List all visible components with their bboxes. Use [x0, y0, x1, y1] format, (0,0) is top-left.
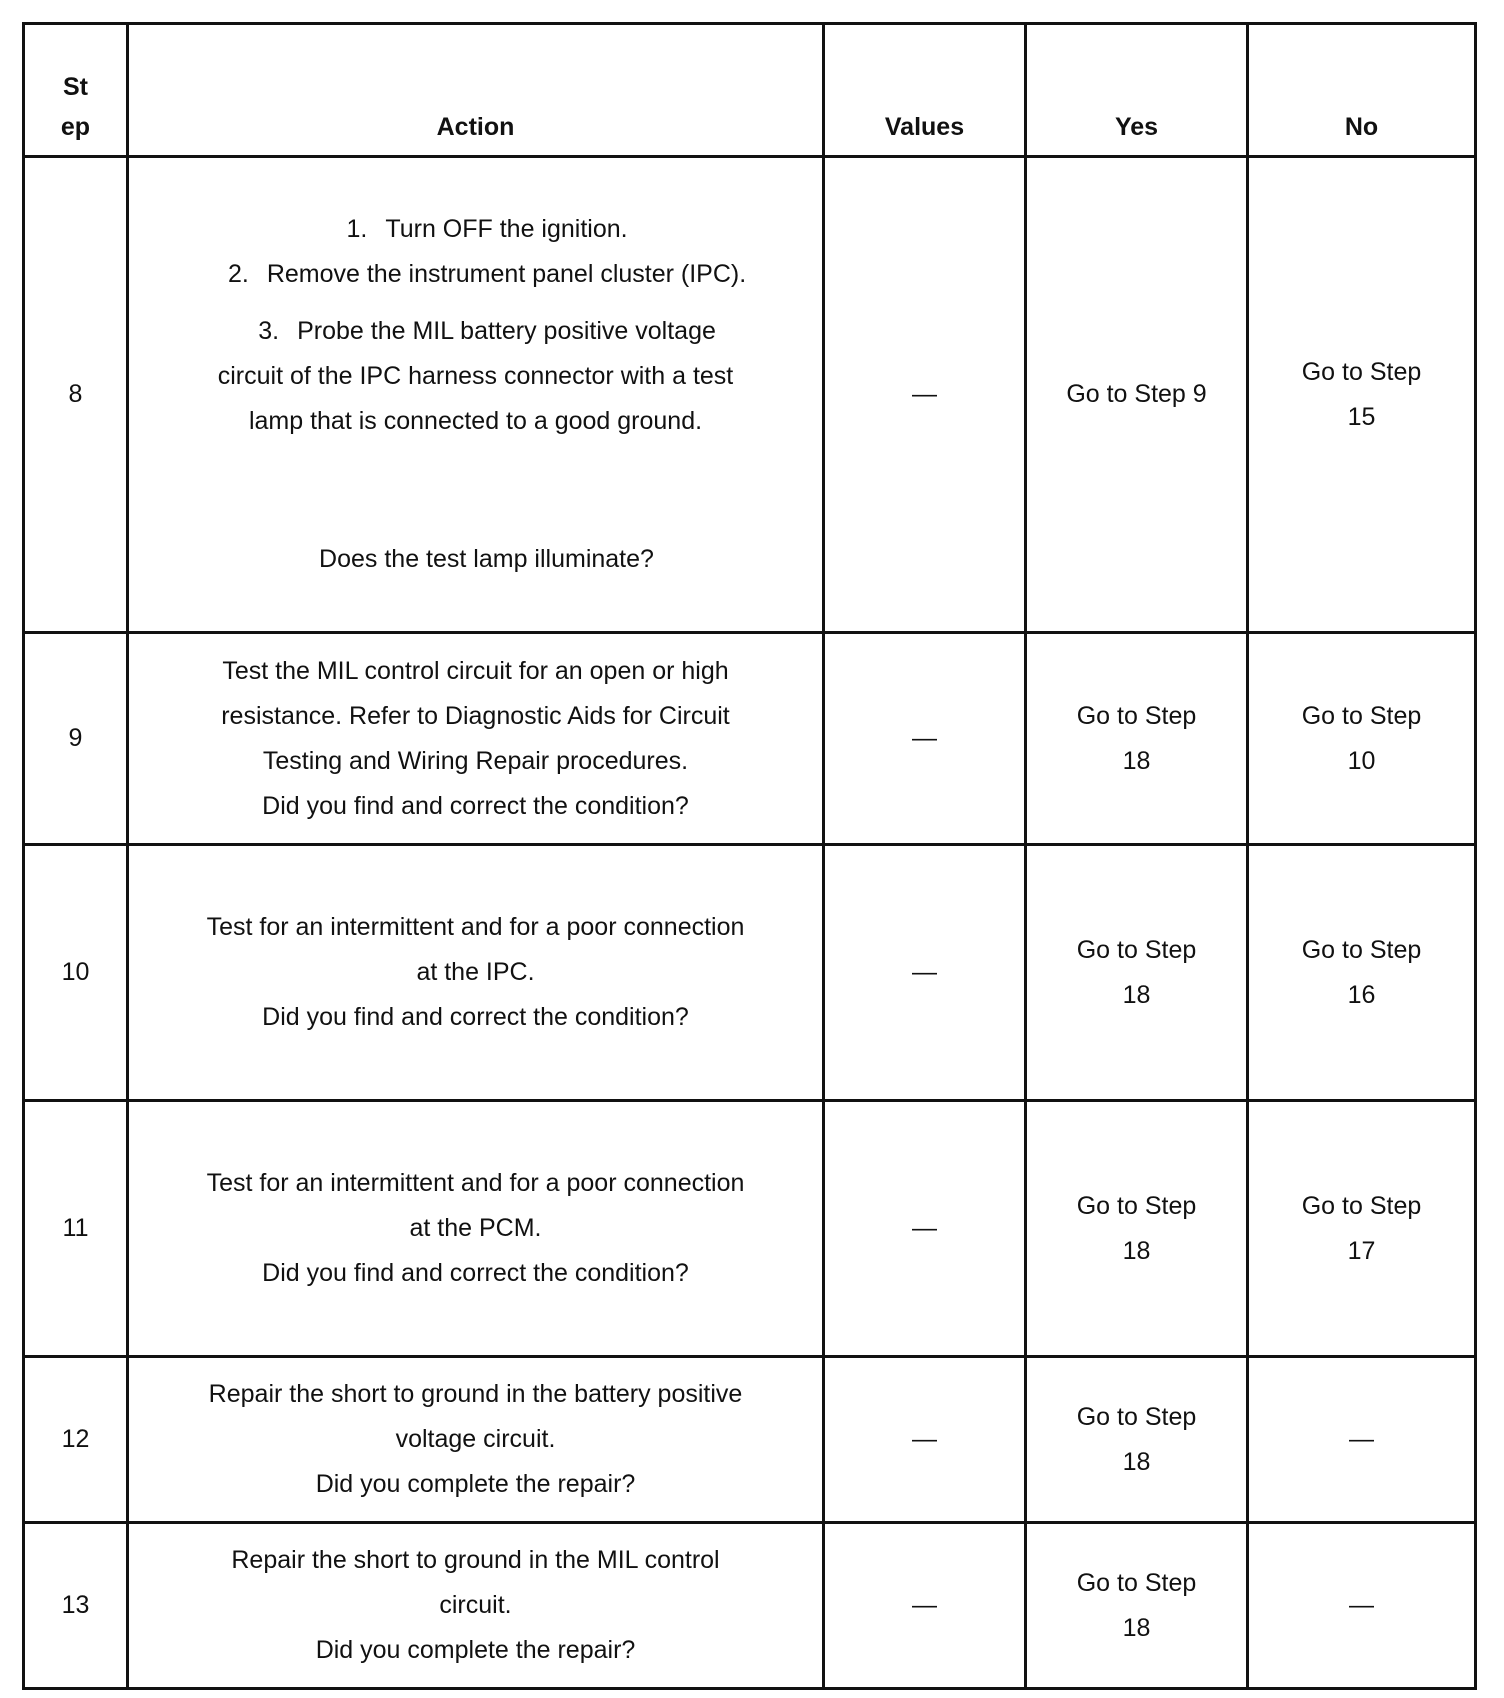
values-cell: —	[824, 1101, 1026, 1357]
table-row	[24, 845, 1476, 1101]
values-cell: —	[824, 633, 1026, 845]
no-cell: —	[1248, 1357, 1476, 1523]
step-number: 11	[24, 1101, 128, 1357]
diagnostic-table-container	[22, 22, 1477, 1690]
table-row	[24, 1357, 1476, 1523]
step-number: 13	[24, 1523, 128, 1689]
action-cell: Repair the short to ground in the battery positive voltage circuit. Did you complete the repair?	[128, 1357, 824, 1523]
no-cell: Go to Step 10	[1248, 633, 1476, 845]
values-cell: —	[824, 157, 1026, 633]
header-step: St ep	[24, 24, 128, 157]
yes-cell: Go to Step 9	[1026, 157, 1248, 633]
action-question: Does the test lamp illuminate?	[319, 545, 654, 573]
action-cell: Test the MIL control circuit for an open or high resistance. Refer to Diagnostic Aids for Circuit Testing and Wiring Repair procedures. Did you find and correct the condition?	[128, 633, 824, 845]
table-row	[24, 1101, 1476, 1357]
yes-cell: Go to Step 18	[1026, 1357, 1248, 1523]
values-cell: —	[824, 1357, 1026, 1523]
table-row	[24, 633, 1476, 845]
step-number: 10	[24, 845, 128, 1101]
values-cell: —	[824, 1523, 1026, 1689]
header-values: Values	[824, 24, 1026, 157]
values-cell: —	[824, 845, 1026, 1101]
step-number: 9	[24, 633, 128, 845]
table-row	[24, 1523, 1476, 1689]
action-cell: Test for an intermittent and for a poor connection at the IPC. Did you find and correct the condition?	[128, 845, 824, 1101]
yes-cell: Go to Step 18	[1026, 1101, 1248, 1357]
step-number: 12	[24, 1357, 128, 1523]
no-cell: Go to Step 15	[1248, 157, 1476, 633]
no-cell: Go to Step 17	[1248, 1101, 1476, 1357]
yes-cell: Go to Step 18	[1026, 845, 1248, 1101]
header-no: No	[1248, 24, 1476, 157]
no-cell: —	[1248, 1523, 1476, 1689]
action-item: 2. Remove the instrument panel cluster (IPC).	[227, 260, 747, 288]
step-number: 8	[24, 157, 128, 633]
table-row	[24, 157, 1476, 633]
action-item: 1. Turn OFF the ignition.	[346, 215, 628, 243]
action-cell: 1. Turn OFF the ignition. 2. Remove the instrument panel cluster (IPC). 3. Probe the MIL battery positive voltage circuit of the IPC harness connector with a test lamp that is connected to a good ground. Does the test lamp illuminate?	[128, 157, 824, 633]
action-cell: Repair the short to ground in the MIL control circuit. Did you complete the repair?	[128, 1523, 824, 1689]
header-action: Action	[128, 24, 824, 157]
header-yes: Yes	[1026, 24, 1248, 157]
yes-cell: Go to Step 18	[1026, 633, 1248, 845]
diagnostic-table	[22, 22, 1477, 1690]
action-cell: Test for an intermittent and for a poor connection at the PCM. Did you find and correct the condition?	[128, 1101, 824, 1357]
yes-cell: Go to Step 18	[1026, 1523, 1248, 1689]
action-item: 3. Probe the MIL battery positive voltage	[258, 317, 716, 345]
no-cell: Go to Step 16	[1248, 845, 1476, 1101]
header-row	[24, 24, 1476, 157]
